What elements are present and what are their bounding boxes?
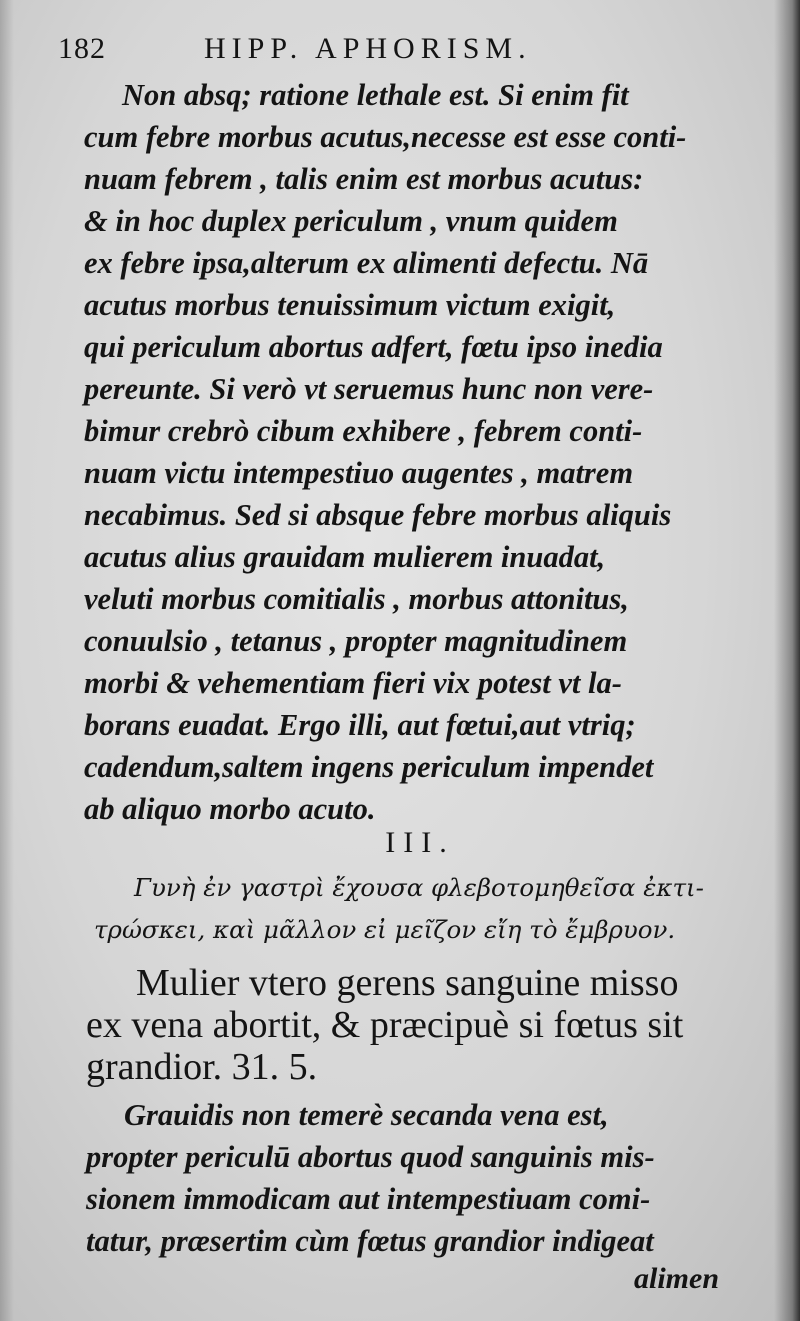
aphorism-line: Mulier vtero gerens sanguine misso <box>136 962 679 1004</box>
text-line: cum febre morbus acutus,necesse est esse conti- <box>84 120 687 154</box>
text-line: nuam victu intempestiuo augentes , matrem <box>84 456 634 490</box>
text-line: conuulsio , tetanus , propter magnitudinem <box>84 624 628 658</box>
text-line: ab aliquo morbo acuto. <box>84 792 376 826</box>
text-line: & in hoc duplex periculum , vnum quidem <box>84 204 618 238</box>
text-line: necabimus. Sed si absque febre morbus aliquis <box>84 498 672 532</box>
aphorism-line: ex vena abortit, & præcipuè si fœtus sit <box>86 1004 684 1046</box>
text-line: borans euadat. Ergo illi, aut fœtui,aut vtriq; <box>84 708 636 742</box>
text-line: cadendum,saltem ingens periculum impendet <box>84 750 654 784</box>
greek-aphorism <box>94 866 734 950</box>
text-line: acutus alius grauidam mulierem inuadat, <box>84 540 606 574</box>
text-line: sionem immodicam aut intempestiuam comi- <box>86 1182 651 1216</box>
commentary-block-2 <box>86 1094 746 1262</box>
text-line: ex febre ipsa,alterum ex alimenti defectu. Nā <box>84 246 649 280</box>
text-line: Grauidis non temerè secanda vena est, <box>124 1098 609 1132</box>
aphorism-line: grandior. 31. 5. <box>86 1046 318 1088</box>
text-line: pereunte. Si verò vt seruemus hunc non vere- <box>84 372 654 406</box>
greek-line: Γυνὴ ἐν γαστρὶ ἔχουσα φλεβοτομηθεῖσα ἐκτι- <box>134 873 704 902</box>
text-line: veluti morbus comitialis , morbus attonitus, <box>84 582 629 616</box>
section-numeral: III. <box>385 826 455 859</box>
text-line: bimur crebrò cibum exhibere , febrem conti- <box>84 414 643 448</box>
gutter-shadow <box>0 0 14 1321</box>
page-edge-shadow <box>774 0 800 1321</box>
page-number: 182 <box>58 32 106 65</box>
latin-aphorism <box>86 962 746 1088</box>
greek-line: τρώσκει, καὶ μᾶλλον εἰ μεῖζον εἴη τὸ ἔμβρυον. <box>94 915 676 944</box>
text-line: qui periculum abortus adfert, fœtu ipso inedia <box>84 330 663 364</box>
commentary-block-1 <box>84 74 744 830</box>
text-line: propter periculū abortus quod sanguinis mis- <box>86 1140 655 1174</box>
text-line: acutus morbus tenuissimum victum exigit, <box>84 288 616 322</box>
text-line: nuam febrem , talis enim est morbus acutus: <box>84 162 644 196</box>
text-line: tatur, præsertim cùm fœtus grandior indigeat <box>86 1224 654 1258</box>
catchword: alimen <box>634 1262 720 1295</box>
text-line: Non absq; ratione lethale est. Si enim fit <box>122 78 629 112</box>
text-line: morbi & vehementiam fieri vix potest vt la- <box>84 666 622 700</box>
running-header <box>58 32 718 68</box>
running-title: HIPP. APHORISM. <box>204 32 532 65</box>
